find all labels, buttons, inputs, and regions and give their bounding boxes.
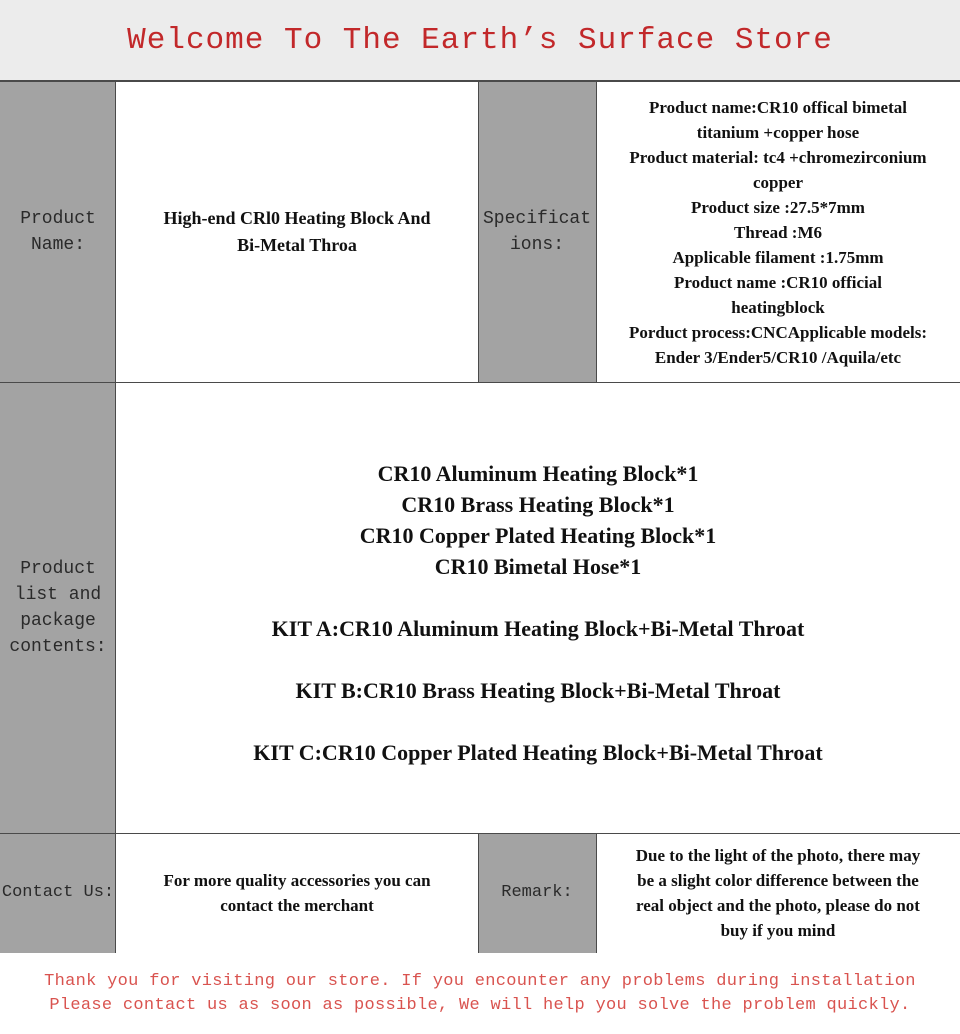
specifications-label-line2: ions: bbox=[509, 235, 564, 255]
remark-line: be a slight color difference between the bbox=[637, 871, 919, 890]
contact-label: Contact Us: bbox=[1, 883, 115, 902]
grid-divider bbox=[596, 833, 597, 953]
spec-line: copper bbox=[752, 172, 804, 192]
package-label-line: list and bbox=[14, 584, 102, 605]
store-footer bbox=[0, 953, 960, 1034]
spec-line: titanium +copper hose bbox=[696, 122, 860, 142]
package-contents-cell bbox=[116, 382, 960, 833]
spec-line: Porduct process:CNCApplicable models: bbox=[628, 322, 928, 342]
grid-divider bbox=[0, 833, 960, 834]
kit-b-line: KIT B:CR10 Brass Heating Block+Bi-Metal Throat bbox=[295, 677, 781, 703]
footer-line1: Thank you for visiting our store. If you encounter any problems during installation bbox=[44, 971, 916, 991]
package-label-line: Product bbox=[20, 558, 96, 579]
spec-line: Thread :M6 bbox=[734, 222, 822, 242]
contact-label-cell bbox=[0, 833, 116, 953]
package-label-line: contents: bbox=[9, 636, 107, 657]
remark-value-cell bbox=[596, 833, 960, 953]
grid-divider bbox=[596, 82, 597, 382]
remark-line: Due to the light of the photo, there may bbox=[635, 846, 921, 865]
grid-divider bbox=[115, 82, 116, 953]
store-header bbox=[0, 0, 960, 80]
remark-line: buy if you mind bbox=[720, 921, 836, 940]
spec-line: heatingblock bbox=[731, 297, 825, 317]
package-item: CR10 Brass Heating Block*1 bbox=[401, 491, 675, 517]
package-item: CR10 Aluminum Heating Block*1 bbox=[377, 460, 699, 486]
product-name-label-line2: Name: bbox=[30, 235, 85, 255]
spec-line: Product material: tc4 +chromezirconium bbox=[629, 147, 927, 167]
contact-value-line2: contact the merchant bbox=[220, 896, 374, 915]
store-title: Welcome To The Earth’s Surface Store bbox=[127, 22, 833, 58]
grid-divider bbox=[0, 382, 960, 383]
package-label-cell bbox=[0, 382, 116, 833]
kit-c-line: KIT C:CR10 Copper Plated Heating Block+Bi-Metal Throat bbox=[253, 739, 823, 765]
specifications-label-line1: Specificat bbox=[482, 209, 592, 229]
product-name-value-line2: Bi-Metal Throa bbox=[237, 235, 357, 255]
spec-line: Ender 3/Ender5/CR10 /Aquila/etc bbox=[654, 347, 902, 367]
product-name-label-line1: Product bbox=[20, 209, 96, 229]
kit-a-line: KIT A:CR10 Aluminum Heating Block+Bi-Metal Throat bbox=[271, 615, 805, 641]
grid-divider bbox=[478, 833, 479, 953]
product-name-value-line1: High-end CRl0 Heating Block And bbox=[163, 208, 431, 228]
product-info-table bbox=[0, 80, 960, 953]
spec-line: Applicable filament :1.75mm bbox=[672, 247, 884, 267]
spec-line: Product name:CR10 offical bimetal bbox=[649, 97, 907, 117]
specifications-value-cell bbox=[596, 82, 960, 382]
footer-line2: Please contact us as soon as possible, We will help you solve the problem quickly. bbox=[49, 995, 911, 1015]
package-item: CR10 Bimetal Hose*1 bbox=[434, 553, 642, 579]
package-label-line: package bbox=[20, 610, 96, 631]
remark-line: real object and the photo, please do not bbox=[636, 896, 920, 915]
contact-value-cell bbox=[116, 833, 478, 953]
remark-label: Remark: bbox=[501, 883, 573, 902]
specifications-label-cell bbox=[478, 82, 596, 382]
product-name-label-cell bbox=[0, 82, 116, 382]
spec-line: Product name :CR10 official bbox=[674, 272, 882, 292]
spec-line: Product size :27.5*7mm bbox=[691, 197, 865, 217]
product-name-value-cell bbox=[116, 82, 478, 382]
contact-value-line1: For more quality accessories you can bbox=[163, 871, 431, 890]
package-item: CR10 Copper Plated Heating Block*1 bbox=[359, 522, 717, 548]
grid-divider bbox=[478, 82, 479, 382]
remark-label-cell bbox=[478, 833, 596, 953]
